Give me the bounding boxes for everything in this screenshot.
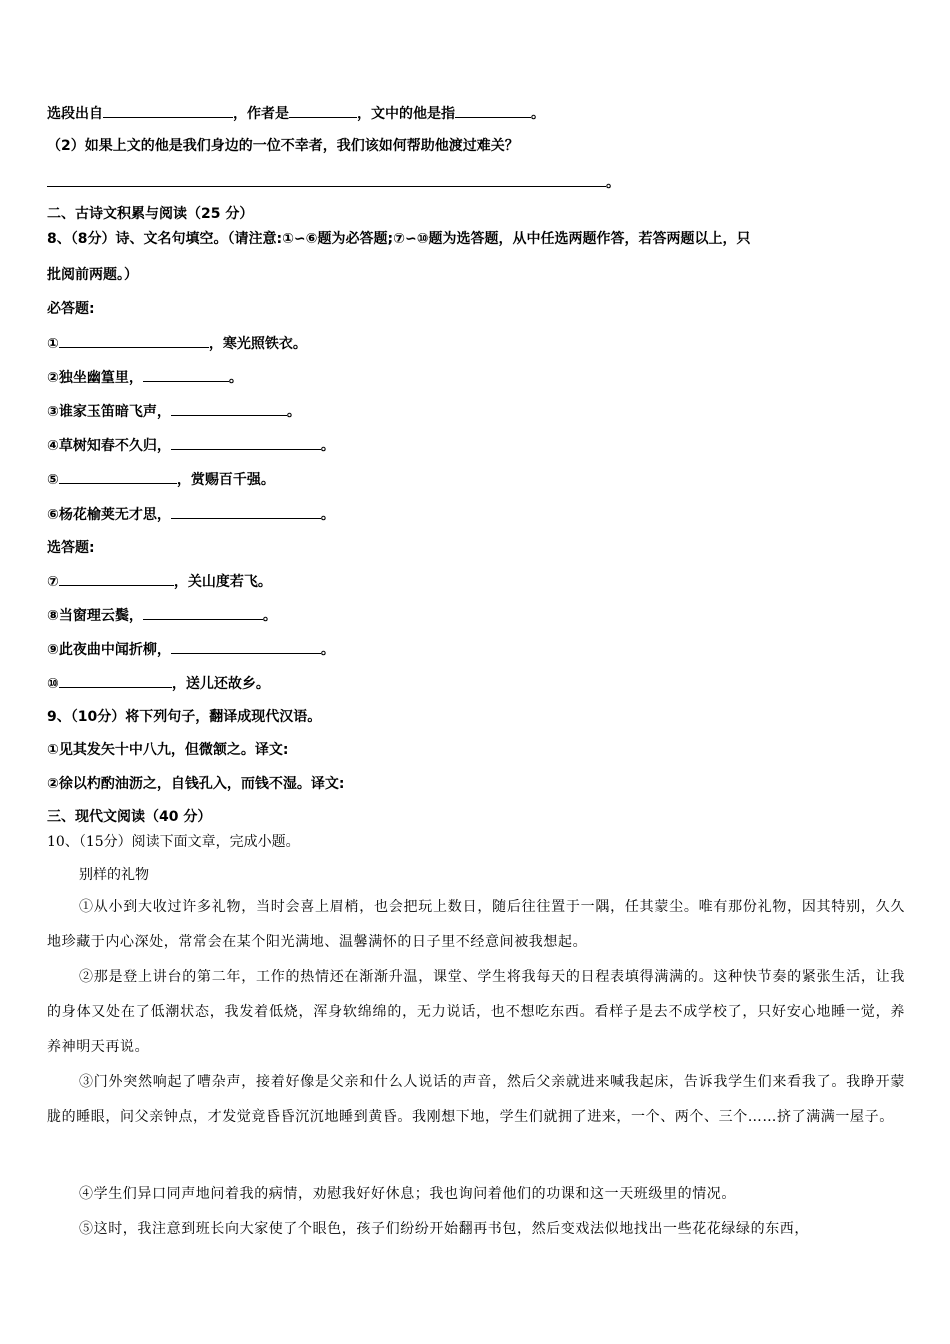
item-text: ，关山度若飞。 bbox=[173, 574, 272, 590]
article-paragraph: ④学生们异口同声地问着我的病情，劝慰我好好休息；我也询问着他们的功课和这一天班级里的情况。 bbox=[79, 1186, 736, 1202]
item-end: 。 bbox=[228, 370, 243, 386]
article-paragraph: ②那是登上讲台的第二年，工作的热情还在渐渐升温，课堂、学生将我每天的日程表填得满满的。这种快节奏的紧张生活，让我的身体又处在了低潮状态，我发着低烧，浑身软绵绵的，无力说话，也不想吃东西。看样子是去不成学校了，只好安心地睡一觉，养养神明天再说。 bbox=[47, 969, 905, 1055]
item-end: 。 bbox=[262, 608, 277, 624]
item-text: ⑨此夜曲中闻折柳， bbox=[47, 642, 171, 658]
item-number: ⑦ bbox=[47, 574, 59, 590]
item-text: ，赏赐百千强。 bbox=[176, 472, 275, 488]
answer-blank[interactable] bbox=[171, 435, 321, 450]
q7-sub-question-2: （2）如果上文的他是我们身边的一位不幸者，我们该如何帮助他渡过难关？ bbox=[47, 138, 519, 154]
q7-answer-line bbox=[47, 172, 910, 193]
answer-blank[interactable] bbox=[59, 673, 172, 688]
q7-text-mid2: ，文中的他是指 bbox=[357, 106, 455, 122]
q8-item-10 bbox=[47, 673, 910, 694]
answer-blank[interactable] bbox=[289, 103, 357, 118]
q9-intro: 9、（10分）将下列句子，翻译成现代汉语。 bbox=[47, 709, 322, 725]
q7-text-end: 。 bbox=[531, 106, 545, 122]
required-label: 必答题: bbox=[47, 301, 95, 317]
answer-blank[interactable] bbox=[103, 103, 233, 118]
q7-text-prefix: 选段出自 bbox=[47, 106, 103, 122]
q8-item-4 bbox=[47, 435, 910, 456]
article-paragraph: ①从小到大收过许多礼物，当时会喜上眉梢，也会把玩上数日，随后往往置于一隅，任其蒙尘。唯有那份礼物，因其特别，久久地珍藏于内心深处，常常会在某个阳光满地、温馨满怀的日子里不经意间被我想起。 bbox=[47, 899, 905, 950]
item-text: ②独坐幽篁里， bbox=[47, 370, 143, 386]
answer-blank[interactable] bbox=[171, 639, 321, 654]
item-end: 。 bbox=[320, 438, 335, 454]
answer-blank[interactable] bbox=[59, 571, 174, 586]
item-number: ⑩ bbox=[47, 676, 59, 692]
q9-sentence-2: ②徐以杓酌油沥之，自钱孔入，而钱不湿。译文: bbox=[47, 776, 345, 792]
item-text: ⑧当窗理云鬓， bbox=[47, 608, 143, 624]
q7-answer-end: 。 bbox=[606, 175, 620, 191]
answer-blank[interactable] bbox=[171, 504, 321, 519]
answer-blank[interactable] bbox=[455, 103, 531, 118]
answer-blank[interactable] bbox=[171, 401, 287, 416]
q8-item-3 bbox=[47, 401, 910, 422]
q8-item-8 bbox=[47, 605, 910, 626]
answer-blank[interactable] bbox=[143, 605, 263, 620]
item-text: ，寒光照铁衣。 bbox=[208, 336, 307, 352]
item-number: ⑤ bbox=[47, 472, 59, 488]
optional-label: 选答题: bbox=[47, 540, 95, 556]
item-text: ⑥杨花榆荚无才思， bbox=[47, 507, 171, 523]
q9-sentence-1: ①见其发矢十中八九，但微颔之。译文: bbox=[47, 742, 289, 758]
item-text: ③谁家玉笛暗飞声， bbox=[47, 404, 171, 420]
q10-intro: 10、（15分）阅读下面文章，完成小题。 bbox=[47, 834, 300, 850]
section-3-title: 三、现代文阅读（40 分） bbox=[47, 809, 212, 825]
article-paragraph: ⑤这时，我注意到班长向大家使了个眼色，孩子们纷纷开始翻再书包，然后变戏法似地找出一些花花绿绿的东西， bbox=[79, 1221, 809, 1237]
answer-blank[interactable] bbox=[47, 172, 606, 187]
article-title: 别样的礼物 bbox=[79, 867, 149, 883]
q8-item-2 bbox=[47, 367, 910, 388]
q8-item-7 bbox=[47, 571, 910, 592]
item-end: 。 bbox=[320, 507, 335, 523]
article-paragraph: ③门外突然响起了嘈杂声，接着好像是父亲和什么人说话的声音，然后父亲就进来喊我起床，告诉我学生们来看我了。我睁开蒙胧的睡眼，问父亲钟点，才发觉竟昏昏沉沉地睡到黄昏。我刚想下地，学生们就拥了进来，一个、两个、三个……挤了满满一屋子。 bbox=[47, 1074, 905, 1125]
item-text: ，送儿还故乡。 bbox=[171, 676, 270, 692]
q7-fill-line bbox=[47, 103, 910, 124]
answer-blank[interactable] bbox=[59, 333, 209, 348]
q8-item-6 bbox=[47, 504, 910, 525]
section-2-title: 二、古诗文积累与阅读（25 分） bbox=[47, 206, 254, 222]
q8-item-1 bbox=[47, 333, 910, 354]
item-end: 。 bbox=[286, 404, 301, 420]
q8-item-5 bbox=[47, 469, 910, 490]
q8-intro-line1: 8、（8分）诗、文名句填空。（请注意:①∽⑥题为必答题;⑦∽⑩题为选答题，从中任选两题作答，若答两题以上，只 bbox=[47, 231, 751, 247]
item-number: ① bbox=[47, 336, 59, 352]
q8-item-9 bbox=[47, 639, 910, 660]
item-text: ④草树知春不久归， bbox=[47, 438, 171, 454]
item-end: 。 bbox=[320, 642, 335, 658]
q7-text-mid1: ，作者是 bbox=[233, 106, 289, 122]
q8-intro-line2: 批阅前两题。） bbox=[47, 267, 138, 283]
answer-blank[interactable] bbox=[59, 469, 177, 484]
answer-blank[interactable] bbox=[143, 367, 229, 382]
